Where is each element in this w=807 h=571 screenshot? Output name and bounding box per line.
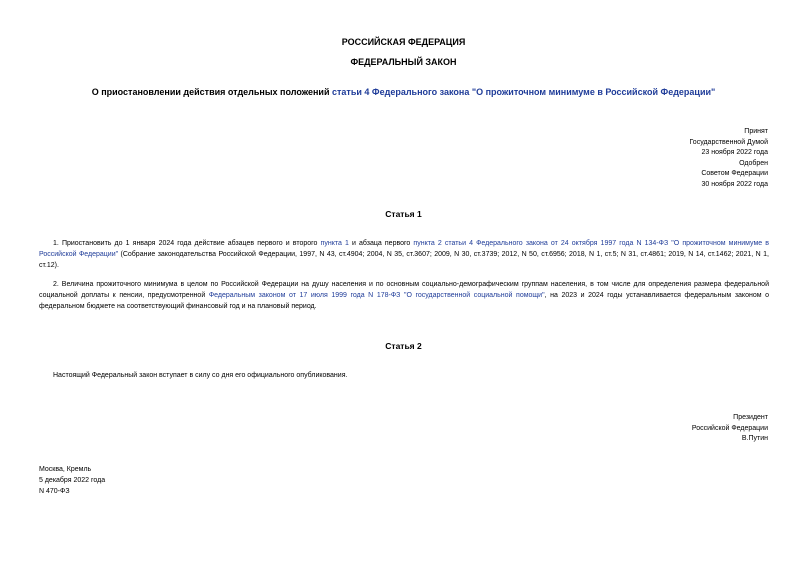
place-line: Москва, Кремль [39, 466, 92, 473]
signature-line: Президент [733, 414, 768, 421]
adoption-line: Советом Федерации [701, 170, 768, 178]
law-number: N 470-ФЗ [39, 488, 70, 495]
law-title-link[interactable]: статьи 4 Федерального закона "О прожиточном минимуме в Российской Федерации" [332, 87, 716, 97]
adoption-line: 30 ноября 2022 года [701, 180, 768, 188]
paragraph-text: 2. Величина прожиточного минимума в целом по Российской Федерации на душу населения и по основным социально-демографическим группам населения, в том числе для определения размера федеральной социальной доплаты к пенсии, предусмотренной [39, 281, 769, 300]
signature-name: В.Путин [741, 435, 768, 443]
article-1-paragraph-2 [39, 279, 769, 313]
date-line: 5 декабря 2022 года [39, 477, 106, 484]
signature-line: Российской Федерации [691, 424, 768, 432]
paragraph-text: , на 2023 и 2024 годы устанавливается федеральным законом о федеральном бюджете на соответствующий финансовый год и на плановый период. [39, 292, 770, 311]
adoption-line: Государственной Думой [689, 138, 768, 146]
paragraph-text: и абзаца первого [348, 240, 414, 247]
law-178-fz-link[interactable]: Федеральным законом от 17 июля 1999 года N 178-ФЗ "О государственной социальной помощи" [208, 292, 545, 300]
paragraph-text: (Собрание законодательства Российской Федерации, 1997, N 43, ст.4904; 2004, N 35, ст.3607; 2009, N 30, ст.3739; 2012, N 50, ст.6956; 2018, N 1, ст.5; N 31, ст.4861; 2019, N 14, ст.1462; 2021, N 1, ст.12). [39, 251, 769, 270]
law-title [0, 87, 807, 97]
adoption-block [689, 127, 768, 191]
law-134-fz-link[interactable]: пункта 2 статьи 4 Федерального закона от 24 октября 1997 года N 134-ФЗ "О прожиточном минимуме в Российской Федерации" [39, 240, 769, 259]
point-1-link[interactable]: пункта 1 [320, 240, 349, 247]
adoption-line: Принят [744, 128, 768, 135]
federation-heading: РОССИЙСКАЯ ФЕДЕРАЦИЯ [341, 37, 466, 47]
adoption-line: Одобрен [739, 159, 768, 167]
article-2-heading: Статья 2 [385, 341, 422, 351]
signature-block [692, 413, 768, 445]
law-type-heading: ФЕДЕРАЛЬНЫЙ ЗАКОН [350, 57, 457, 67]
place-date-block [39, 464, 105, 497]
adoption-line: 23 ноября 2022 года [701, 149, 768, 157]
article-1-heading: Статья 1 [385, 209, 422, 219]
article-2-paragraph-1: Настоящий Федеральный закон вступает в силу со дня его официального опубликования. [53, 372, 348, 379]
law-title-prefix: О приостановлении действия отдельных положений [91, 87, 333, 97]
paragraph-text: 1. Приостановить до 1 января 2024 года действие абзацев первого и второго [53, 240, 321, 247]
article-1-paragraph-1 [39, 238, 769, 272]
